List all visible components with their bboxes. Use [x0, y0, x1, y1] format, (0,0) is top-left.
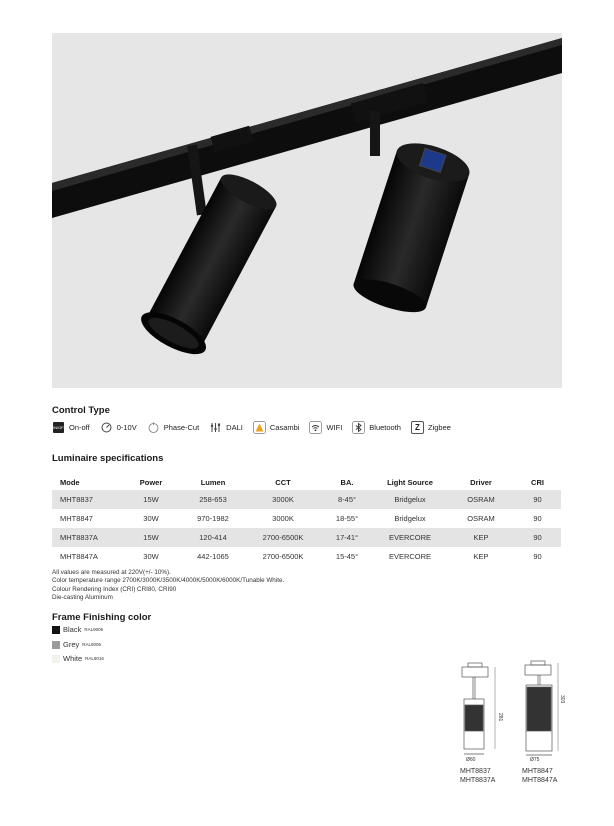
control-item-dali — [209, 421, 243, 434]
control-item-bluetooth — [352, 421, 401, 434]
dimmer-dial-icon — [100, 421, 113, 434]
table-cell: MHT8847 — [60, 514, 93, 523]
note-line: Color temperature range 2700K/3000K/3500K/4000K/5000K/6000K/Tunable White. — [52, 577, 285, 585]
bluetooth-icon — [352, 421, 365, 434]
table-cell: 258-653 — [182, 490, 244, 509]
table-cell: MHT8837 — [52, 490, 120, 509]
product-photo — [52, 33, 562, 388]
column-header: Light Source — [387, 477, 433, 487]
ral-code: RAL9006 — [82, 642, 102, 647]
table-cell: 120-414 — [182, 528, 244, 547]
control-label: Zigbee — [427, 423, 451, 432]
color-name: Black — [63, 625, 82, 634]
ral-code: RAL9016 — [85, 656, 104, 661]
spotlight-small — [135, 165, 285, 362]
table-cell: 90 — [533, 514, 542, 523]
table-cell: 15W — [120, 490, 182, 509]
table-cell: Bridgelux — [394, 514, 426, 523]
control-label: Casambi — [269, 423, 300, 432]
control-item-phase-cut — [147, 421, 199, 434]
table-cell: 2700-6500K — [244, 528, 322, 547]
control-type-list — [52, 421, 461, 434]
luminaire-specs-title: Luminaire specifications — [52, 453, 164, 464]
table-cell: 970-1982 — [197, 514, 229, 523]
column-header: Power — [139, 477, 163, 487]
control-label: 0-10V — [116, 423, 137, 432]
color-name: Grey — [63, 640, 80, 649]
table-row — [52, 528, 561, 547]
small-model-labels — [460, 767, 495, 785]
table-cell: 90 — [533, 552, 542, 561]
wifi-icon — [309, 421, 322, 434]
table-cell: EVERCORE — [388, 552, 432, 561]
small-fixture-drawing — [462, 663, 488, 754]
color-option-black — [52, 625, 103, 634]
table-row — [52, 547, 561, 566]
table-cell: 90 — [514, 528, 561, 547]
table-cell: 15-45° — [335, 552, 359, 561]
table-cell: 30W — [143, 514, 159, 523]
table-cell: 90 — [514, 490, 561, 509]
specifications-table — [52, 474, 561, 566]
table-cell: 8-45° — [322, 490, 372, 509]
large-diameter-dim: Ø75 — [530, 757, 540, 763]
control-item-casambi — [253, 421, 300, 434]
large-fixture-drawing — [525, 661, 552, 755]
zigbee-icon: Z — [411, 421, 424, 434]
control-item-0-10v — [100, 421, 137, 434]
on-off-icon: ON/OFF — [52, 421, 65, 434]
model-label: MHT8837 — [460, 768, 491, 775]
control-label: DALI — [226, 423, 243, 432]
table-cell: KEP — [448, 528, 514, 547]
small-diameter-dim: Ø60 — [466, 757, 476, 763]
control-item-zigbee — [411, 421, 451, 434]
large-height-dim: 303 — [559, 695, 565, 704]
color-swatch — [52, 641, 60, 649]
table-cell: 3000K — [272, 514, 294, 523]
model-label: MHT8847A — [522, 777, 558, 784]
color-option-grey — [52, 640, 101, 649]
table-row — [52, 509, 561, 528]
color-swatch — [52, 626, 60, 634]
note-line: Colour Rendering Index (CRI) CRI80, CRI90 — [52, 585, 177, 593]
table-cell: OSRAM — [448, 490, 514, 509]
table-cell: 442-1065 — [197, 552, 229, 561]
column-header: Mode — [60, 477, 80, 487]
spec-notes — [52, 569, 284, 603]
casambi-icon — [253, 421, 266, 434]
table-cell: 18-55° — [335, 514, 359, 523]
frame-finishing-title: Frame Finishing color — [52, 612, 152, 623]
small-height-dim: 281 — [497, 713, 503, 722]
color-swatch — [52, 655, 60, 663]
control-item-wifi — [309, 421, 342, 434]
spotlight-large — [350, 136, 474, 319]
track-spotlights-illustration — [52, 33, 562, 388]
note-line: Die-casting Aluminum — [52, 594, 113, 602]
column-header: BA. — [340, 477, 354, 487]
table-header-row — [52, 474, 561, 490]
control-label: On-off — [69, 423, 90, 432]
dali-icon — [209, 421, 222, 434]
column-header: Lumen — [200, 477, 226, 487]
model-label: MHT8837A — [460, 777, 496, 784]
table-cell: EVERCORE — [372, 528, 448, 547]
phase-cut-icon — [147, 421, 160, 434]
table-cell: Bridgelux — [372, 490, 448, 509]
control-label: WIFI — [326, 423, 343, 432]
table-cell: 15W — [120, 528, 182, 547]
model-label: MHT8847 — [522, 768, 553, 775]
note-line: All values are measured at 220V(+/- 10%). — [52, 569, 171, 576]
table-cell: 30W — [143, 552, 159, 561]
table-cell: OSRAM — [467, 514, 495, 523]
large-model-labels — [522, 767, 557, 785]
column-header: Driver — [470, 477, 492, 487]
table-cell: 2700-6500K — [262, 552, 304, 561]
dimension-drawings — [450, 655, 565, 795]
dimension-diagram — [450, 655, 565, 765]
table-cell: MHT8837A — [52, 528, 120, 547]
color-name: White — [63, 654, 83, 663]
table-cell: 17-41° — [322, 528, 372, 547]
column-header: CCT — [275, 477, 291, 487]
table-cell: 3000K — [244, 490, 322, 509]
control-label: Bluetooth — [369, 423, 401, 432]
table-cell: KEP — [473, 552, 489, 561]
table-cell: MHT8847A — [60, 552, 98, 561]
column-header: CRI — [531, 477, 544, 487]
spotlight-stem — [370, 111, 380, 156]
control-type-title: Control Type — [52, 405, 110, 416]
ral-code: RAL9005 — [84, 627, 104, 632]
control-item-on-off — [52, 421, 90, 434]
table-row — [52, 490, 561, 509]
color-option-white — [52, 654, 104, 663]
control-label: Phase-Cut — [163, 423, 200, 432]
